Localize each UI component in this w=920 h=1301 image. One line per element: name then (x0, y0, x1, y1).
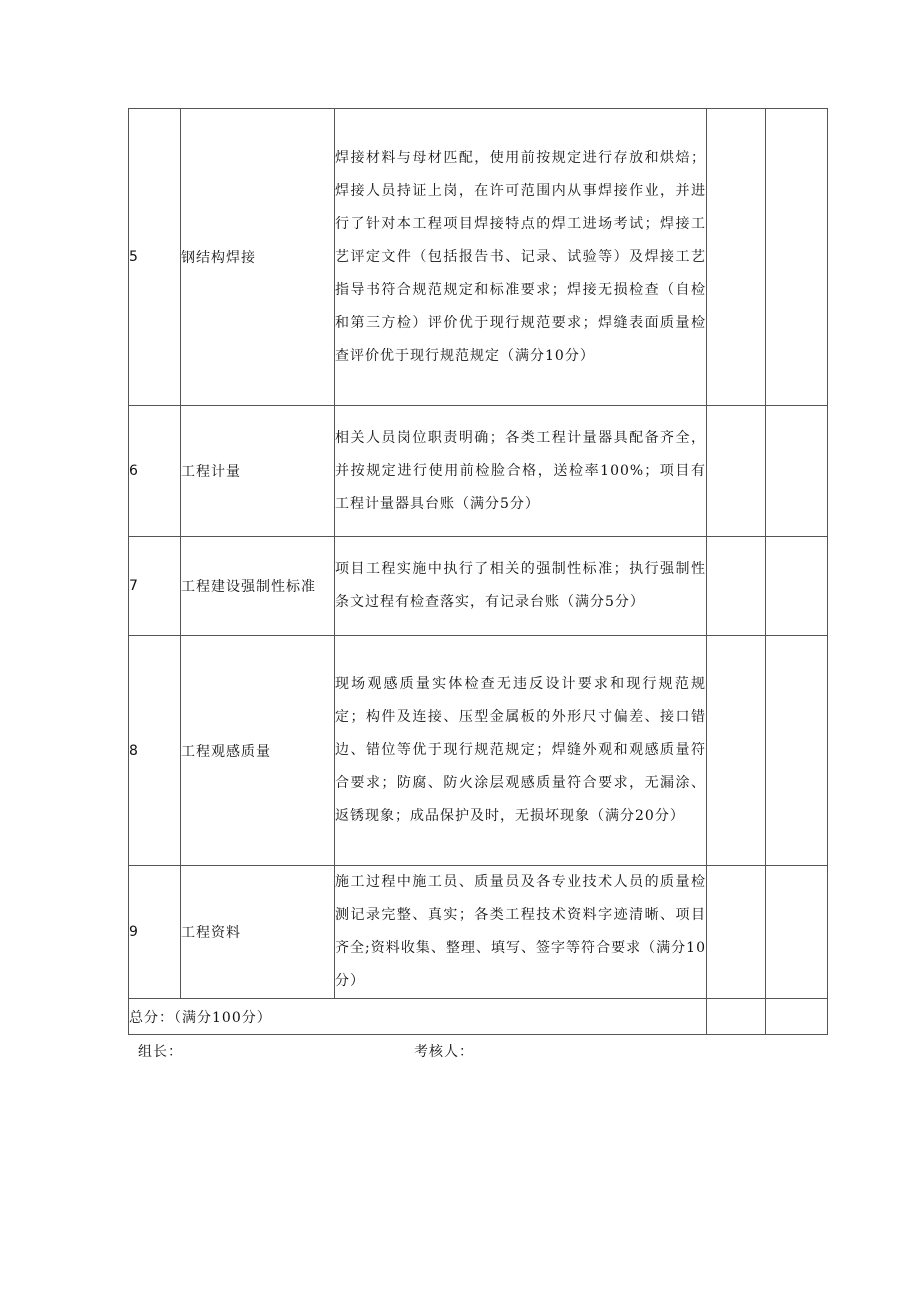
total-remark-cell[interactable] (766, 999, 828, 1035)
assessor-signature-label: 考核人： (414, 1044, 474, 1060)
table-row-6 (129, 406, 828, 537)
remark-cell[interactable] (766, 636, 828, 866)
row-standard-text: 焊接材料与母材匹配，使用前按规定进行存放和烘焙；焊接人员持证上岗，在许可范围内从事焊接作业，并进行了针对本工程项目焊接特点的焊工进场考试；焊接工艺评定文件（包括报告书、记录、试验等）及焊接工艺指导书符合规范规定和标准要求；焊接无损检查（自检和第三方检）评价优于现行规范要求；焊缝表面质量检查评价优于现行规范规定（满分10分） (335, 109, 707, 406)
score-cell[interactable] (707, 636, 766, 866)
row-item-name: 钢结构焊接 (181, 109, 335, 406)
remark-cell[interactable] (766, 537, 828, 636)
table-row-7 (129, 537, 828, 636)
evaluation-table (128, 108, 828, 1035)
remark-cell[interactable] (766, 406, 828, 537)
total-score-label: 总分：（满分100分） (129, 999, 707, 1035)
row-number: 6 (129, 406, 181, 537)
total-score-cell[interactable] (707, 999, 766, 1035)
row-number: 5 (129, 109, 181, 406)
row-standard-text: 现场观感质量实体检查无违反设计要求和现行规范规定；构件及连接、压型金属板的外形尺寸偏差、接口错边、错位等优于现行规范规定；焊缝外观和观感质量符合要求；防腐、防火涂层观感质量符合要求，无漏涂、返锈现象；成品保护及时，无损坏现象（满分20分） (335, 636, 707, 866)
row-number: 9 (129, 866, 181, 999)
total-row (129, 999, 828, 1035)
row-item-name: 工程计量 (181, 406, 335, 537)
row-item-name: 工程建设强制性标准 (181, 537, 335, 636)
remark-cell[interactable] (766, 866, 828, 999)
row-number: 7 (129, 537, 181, 636)
row-item-name: 工程观感质量 (181, 636, 335, 866)
row-standard-text: 施工过程中施工员、质量员及各专业技术人员的质量检测记录完整、真实；各类工程技术资料字迹清晰、项目齐全;资料收集、整理、填写、签字等符合要求（满分10分） (335, 866, 707, 999)
row-standard-text: 项目工程实施中执行了相关的强制性标准；执行强制性条文过程有检查落实，有记录台账（满分5分） (335, 537, 707, 636)
remark-cell[interactable] (766, 109, 828, 406)
table-row-9 (129, 866, 828, 999)
row-item-name: 工程资料 (181, 866, 335, 999)
table-row-5 (129, 109, 828, 406)
score-cell[interactable] (707, 537, 766, 636)
score-cell[interactable] (707, 866, 766, 999)
row-number: 8 (129, 636, 181, 866)
score-cell[interactable] (707, 406, 766, 537)
table-row-8 (129, 636, 828, 866)
leader-signature-label: 组长： (138, 1044, 183, 1060)
score-cell[interactable] (707, 109, 766, 406)
row-standard-text: 相关人员岗位职责明确；各类工程计量器具配备齐全，并按规定进行使用前检脸合格，送检率100%；项目有工程计量器具台账（满分5分） (335, 406, 707, 537)
